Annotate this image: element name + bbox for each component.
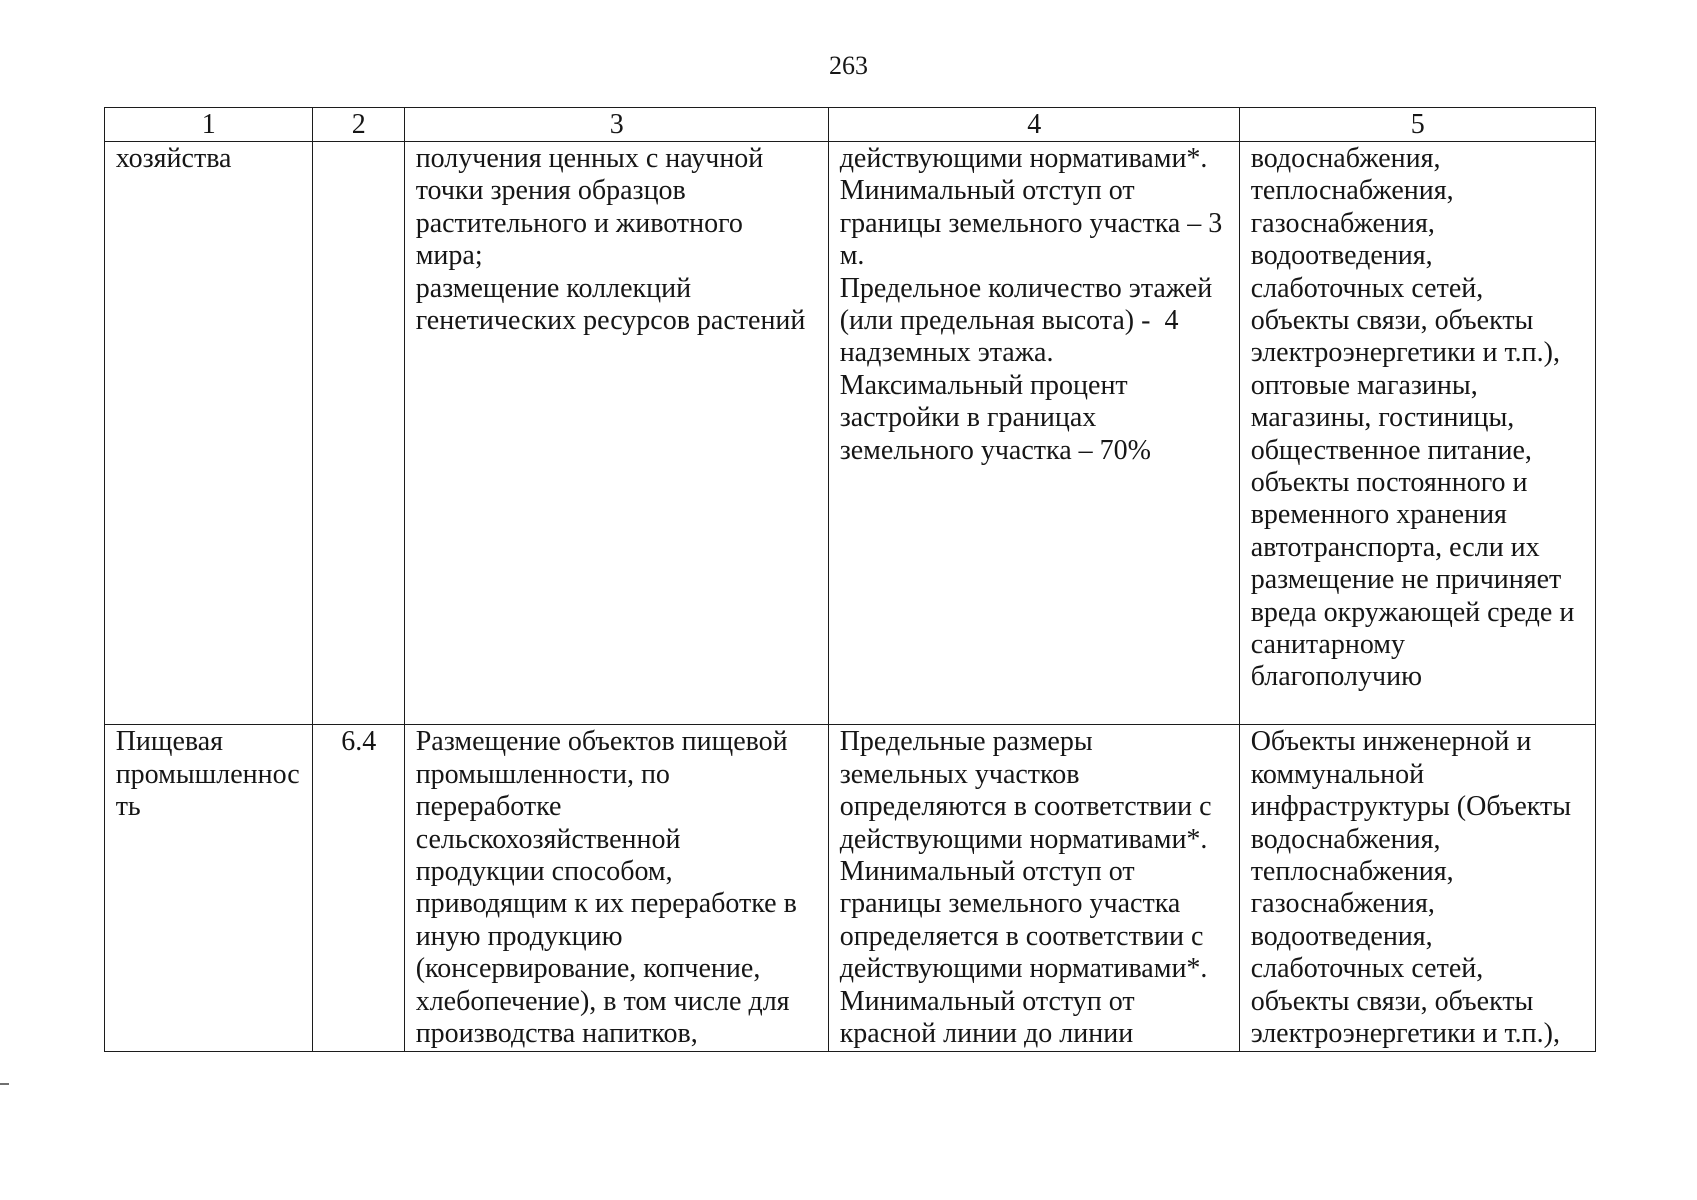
table-header-row	[105, 108, 1596, 142]
table-row	[105, 142, 1596, 725]
column-number-2: 2	[313, 108, 405, 142]
auxiliary-uses-cell: водоснабжения, теплоснабжения, газоснабжения, водоотведения, слаботочных сетей, объекты связи, объекты электроэнергетики и т.п.), оптовые магазины, магазины, гостиницы, общественное питание, объекты постоянного и временного хранения автотранспорта, если их размещение не причиняет вреда окружающей среде и санитарному благополучию	[1240, 142, 1596, 725]
column-number-4: 4	[829, 108, 1240, 142]
use-type-description-cell: получения ценных с научной точки зрения образцов растительного и животного мира; размещение коллекций генетических ресурсов растений	[405, 142, 829, 725]
parameters-cell: Предельные размеры земельных участков определяются в соответствии с действующими нормативами*. Минимальный отступ от границы земельного участка определяется в соответствии с действующими нормативами*. Минимальный отступ от красной линии до линии	[829, 725, 1240, 1052]
column-number-5: 5	[1240, 108, 1596, 142]
auxiliary-uses-cell: Объекты инженерной и коммунальной инфраструктуры (Объекты водоснабжения, теплоснабжения, газоснабжения, водоотведения, слаботочных сетей, объекты связи, объекты электроэнергетики и т.п.),	[1240, 725, 1596, 1052]
use-type-description-cell: Размещение объектов пищевой промышленности, по переработке сельскохозяйственной продукции способом, приводящим к их переработке в иную продукцию (консервирование, копчение, хлебопечение), в том числе для производства напитков,	[405, 725, 829, 1052]
column-number-3: 3	[405, 108, 829, 142]
parameters-cell: действующими нормативами*. Минимальный отступ от границы земельного участка – 3 м. Предельное количество этажей (или предельная высота) - 4 надземных этажа. Максимальный процент застройки в границах земельного участка – 70%	[829, 142, 1240, 725]
use-type-name-cell: хозяйства	[105, 142, 313, 725]
land-use-table	[104, 107, 1596, 1052]
table-row	[105, 725, 1596, 1052]
column-number-1: 1	[105, 108, 313, 142]
use-type-code-cell	[313, 142, 405, 725]
page-number: 263	[829, 51, 868, 80]
scan-margin-mark	[0, 1083, 9, 1085]
use-type-name-cell: Пищевая промышленнос ть	[105, 725, 313, 1052]
use-type-code-cell: 6.4	[313, 725, 405, 1052]
